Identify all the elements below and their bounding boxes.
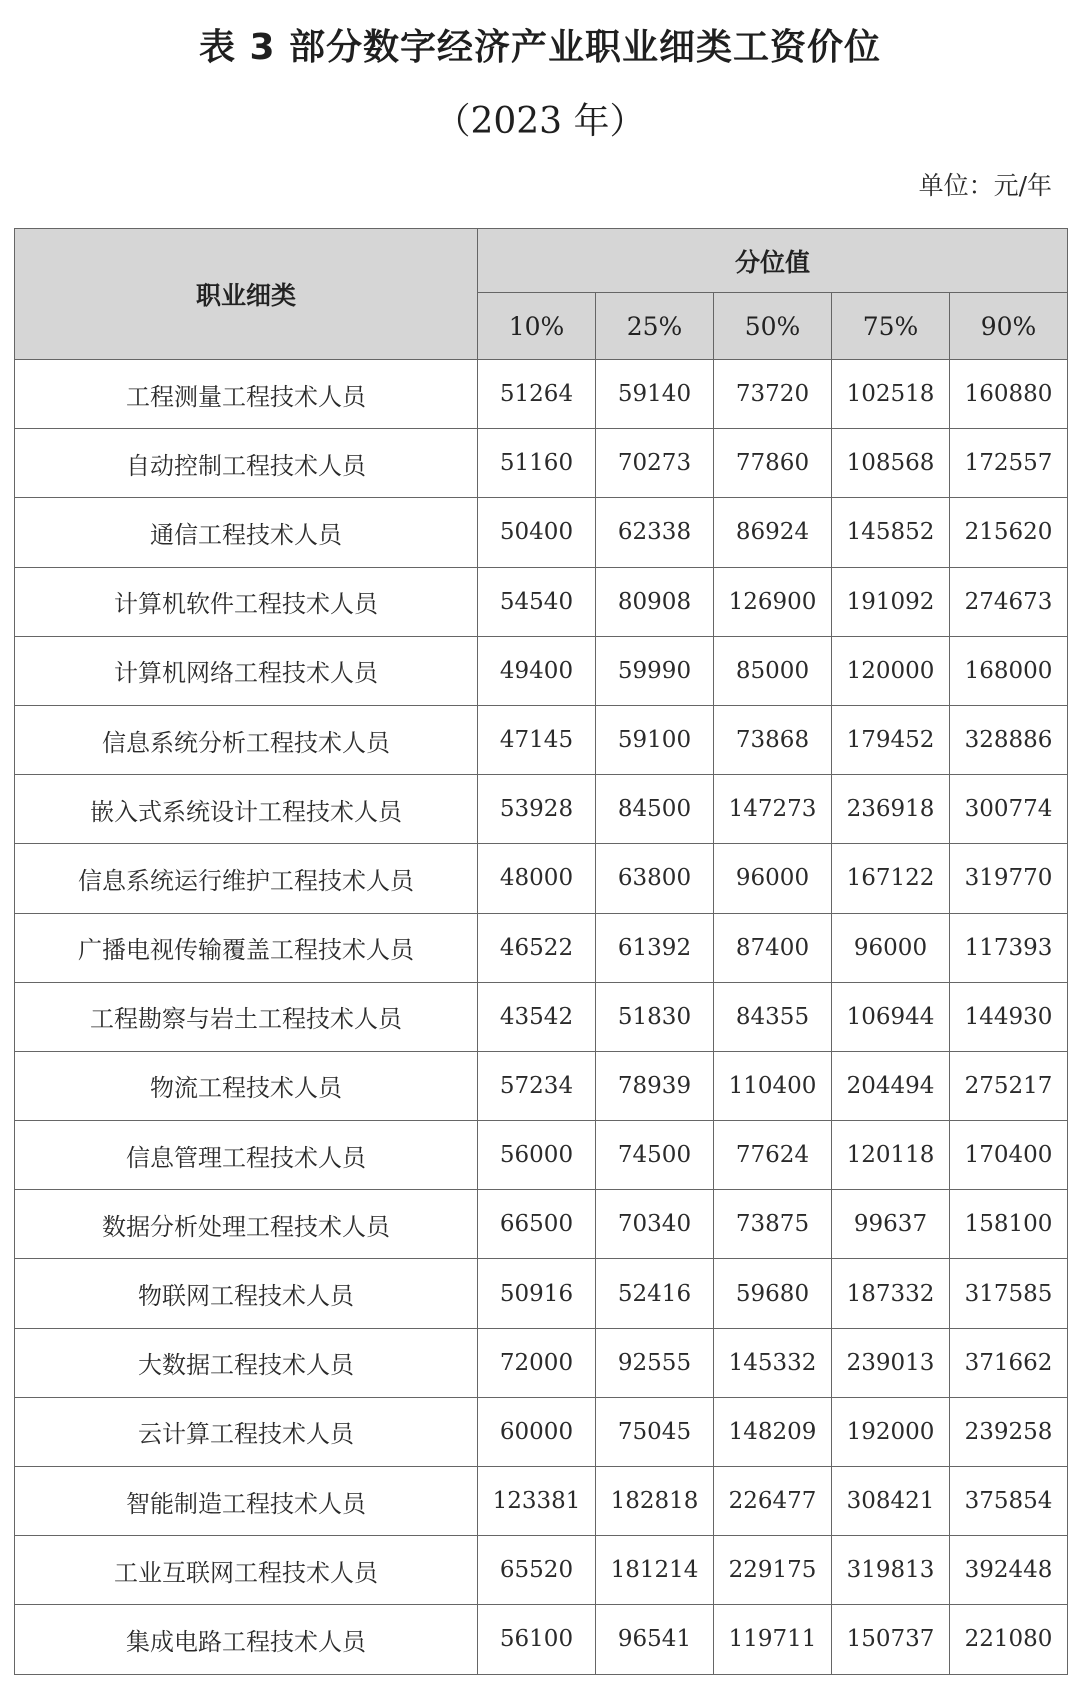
wage-value-p75: 319813	[832, 1536, 950, 1605]
wage-value-p50: 87400	[714, 913, 832, 982]
table-row	[15, 1328, 1068, 1397]
wage-value-p10: 51264	[478, 360, 596, 429]
wage-value-p50: 148209	[714, 1397, 832, 1466]
wage-value-p90: 328886	[950, 705, 1068, 774]
occupation-name: 信息系统运行维护工程技术人员	[15, 844, 478, 913]
wage-value-p10: 51160	[478, 429, 596, 498]
wage-value-p90: 172557	[950, 429, 1068, 498]
wage-value-p25: 181214	[596, 1536, 714, 1605]
table-row	[15, 1190, 1068, 1259]
occupation-name: 大数据工程技术人员	[15, 1328, 478, 1397]
wage-value-p75: 99637	[832, 1190, 950, 1259]
wage-value-p50: 84355	[714, 982, 832, 1051]
wage-value-p50: 73720	[714, 360, 832, 429]
document-subtitle: （2023 年）	[434, 101, 646, 142]
wage-value-p90: 371662	[950, 1328, 1068, 1397]
occupation-name: 自动控制工程技术人员	[15, 429, 478, 498]
occupation-name: 广播电视传输覆盖工程技术人员	[15, 913, 478, 982]
wage-value-p75: 108568	[832, 429, 950, 498]
wage-value-p25: 59990	[596, 636, 714, 705]
wage-value-p25: 96541	[596, 1605, 714, 1674]
wage-value-p90: 317585	[950, 1259, 1068, 1328]
wage-value-p50: 229175	[714, 1536, 832, 1605]
wage-value-p50: 96000	[714, 844, 832, 913]
wage-value-p90: 300774	[950, 775, 1068, 844]
wage-value-p25: 59100	[596, 705, 714, 774]
wage-value-p90: 117393	[950, 913, 1068, 982]
table-row	[15, 1467, 1068, 1536]
wage-table	[14, 228, 1068, 1675]
table-header	[15, 229, 1068, 360]
occupation-name: 嵌入式系统设计工程技术人员	[15, 775, 478, 844]
occupation-name: 物联网工程技术人员	[15, 1259, 478, 1328]
percentile-header-90: 90%	[950, 293, 1068, 360]
table-row	[15, 636, 1068, 705]
percentile-header-25: 25%	[596, 293, 714, 360]
occupation-name: 计算机网络工程技术人员	[15, 636, 478, 705]
wage-value-p25: 62338	[596, 498, 714, 567]
wage-value-p25: 63800	[596, 844, 714, 913]
wage-value-p50: 126900	[714, 567, 832, 636]
wage-value-p75: 204494	[832, 1051, 950, 1120]
occupation-name: 数据分析处理工程技术人员	[15, 1190, 478, 1259]
wage-value-p50: 147273	[714, 775, 832, 844]
wage-value-p10: 46522	[478, 913, 596, 982]
table-row	[15, 1259, 1068, 1328]
document-title: 表 3 部分数字经济产业职业细类工资价位	[198, 27, 882, 68]
wage-value-p10: 54540	[478, 567, 596, 636]
wage-value-p75: 150737	[832, 1605, 950, 1674]
wage-value-p25: 61392	[596, 913, 714, 982]
occupation-name: 智能制造工程技术人员	[15, 1467, 478, 1536]
wage-value-p25: 70273	[596, 429, 714, 498]
wage-value-p25: 92555	[596, 1328, 714, 1397]
wage-value-p10: 72000	[478, 1328, 596, 1397]
wage-value-p75: 102518	[832, 360, 950, 429]
wage-value-p10: 60000	[478, 1397, 596, 1466]
wage-value-p25: 84500	[596, 775, 714, 844]
table-row	[15, 1397, 1068, 1466]
table-row	[15, 1536, 1068, 1605]
percentile-group-header: 分位值	[478, 229, 1068, 293]
wage-value-p50: 77624	[714, 1121, 832, 1190]
wage-value-p25: 78939	[596, 1051, 714, 1120]
wage-value-p25: 182818	[596, 1467, 714, 1536]
wage-value-p25: 51830	[596, 982, 714, 1051]
wage-value-p75: 120118	[832, 1121, 950, 1190]
wage-value-p10: 66500	[478, 1190, 596, 1259]
table-row	[15, 498, 1068, 567]
wage-value-p10: 48000	[478, 844, 596, 913]
wage-value-p50: 226477	[714, 1467, 832, 1536]
table-row	[15, 982, 1068, 1051]
table-row	[15, 775, 1068, 844]
occupation-name: 物流工程技术人员	[15, 1051, 478, 1120]
wage-value-p10: 47145	[478, 705, 596, 774]
wage-value-p75: 96000	[832, 913, 950, 982]
table-row	[15, 705, 1068, 774]
wage-value-p50: 73875	[714, 1190, 832, 1259]
wage-value-p10: 43542	[478, 982, 596, 1051]
wage-value-p90: 375854	[950, 1467, 1068, 1536]
table-row	[15, 1121, 1068, 1190]
wage-value-p50: 145332	[714, 1328, 832, 1397]
wage-value-p75: 106944	[832, 982, 950, 1051]
occupation-name: 信息系统分析工程技术人员	[15, 705, 478, 774]
wage-value-p50: 110400	[714, 1051, 832, 1120]
table-row	[15, 429, 1068, 498]
occupation-name: 工程勘察与岩土工程技术人员	[15, 982, 478, 1051]
wage-value-p50: 59680	[714, 1259, 832, 1328]
occupation-name: 工业互联网工程技术人员	[15, 1536, 478, 1605]
table-row	[15, 360, 1068, 429]
wage-value-p75: 145852	[832, 498, 950, 567]
unit-label: 单位：元/年	[918, 171, 1052, 200]
wage-value-p90: 170400	[950, 1121, 1068, 1190]
wage-value-p50: 73868	[714, 705, 832, 774]
table-row	[15, 1605, 1068, 1674]
wage-value-p25: 80908	[596, 567, 714, 636]
wage-value-p10: 57234	[478, 1051, 596, 1120]
wage-value-p75: 239013	[832, 1328, 950, 1397]
wage-value-p25: 52416	[596, 1259, 714, 1328]
wage-value-p50: 86924	[714, 498, 832, 567]
wage-value-p90: 275217	[950, 1051, 1068, 1120]
wage-value-p25: 75045	[596, 1397, 714, 1466]
wage-value-p90: 274673	[950, 567, 1068, 636]
wage-value-p10: 56100	[478, 1605, 596, 1674]
wage-value-p75: 120000	[832, 636, 950, 705]
wage-value-p25: 59140	[596, 360, 714, 429]
wage-value-p90: 239258	[950, 1397, 1068, 1466]
wage-value-p10: 53928	[478, 775, 596, 844]
percentile-header-75: 75%	[832, 293, 950, 360]
wage-value-p10: 65520	[478, 1536, 596, 1605]
wage-value-p10: 50400	[478, 498, 596, 567]
wage-value-p10: 56000	[478, 1121, 596, 1190]
occupation-name: 通信工程技术人员	[15, 498, 478, 567]
wage-value-p90: 144930	[950, 982, 1068, 1051]
wage-value-p90: 160880	[950, 360, 1068, 429]
table-body	[15, 360, 1068, 1675]
occupation-name: 集成电路工程技术人员	[15, 1605, 478, 1674]
wage-value-p75: 187332	[832, 1259, 950, 1328]
table-row	[15, 567, 1068, 636]
wage-value-p90: 392448	[950, 1536, 1068, 1605]
wage-value-p90: 158100	[950, 1190, 1068, 1259]
wage-value-p75: 191092	[832, 567, 950, 636]
wage-value-p90: 319770	[950, 844, 1068, 913]
table-row	[15, 844, 1068, 913]
wage-value-p75: 236918	[832, 775, 950, 844]
wage-value-p75: 192000	[832, 1397, 950, 1466]
occupation-name: 计算机软件工程技术人员	[15, 567, 478, 636]
wage-value-p25: 70340	[596, 1190, 714, 1259]
wage-value-p50: 85000	[714, 636, 832, 705]
wage-value-p75: 167122	[832, 844, 950, 913]
occupation-name: 信息管理工程技术人员	[15, 1121, 478, 1190]
wage-value-p50: 119711	[714, 1605, 832, 1674]
wage-value-p50: 77860	[714, 429, 832, 498]
wage-value-p90: 221080	[950, 1605, 1068, 1674]
occupation-column-header: 职业细类	[15, 229, 478, 360]
wage-value-p10: 123381	[478, 1467, 596, 1536]
wage-value-p10: 49400	[478, 636, 596, 705]
percentile-header-50: 50%	[714, 293, 832, 360]
wage-value-p90: 215620	[950, 498, 1068, 567]
wage-value-p10: 50916	[478, 1259, 596, 1328]
table-row	[15, 913, 1068, 982]
wage-value-p75: 308421	[832, 1467, 950, 1536]
wage-value-p75: 179452	[832, 705, 950, 774]
occupation-name: 工程测量工程技术人员	[15, 360, 478, 429]
wage-value-p25: 74500	[596, 1121, 714, 1190]
table-row	[15, 1051, 1068, 1120]
wage-value-p90: 168000	[950, 636, 1068, 705]
occupation-name: 云计算工程技术人员	[15, 1397, 478, 1466]
percentile-header-10: 10%	[478, 293, 596, 360]
